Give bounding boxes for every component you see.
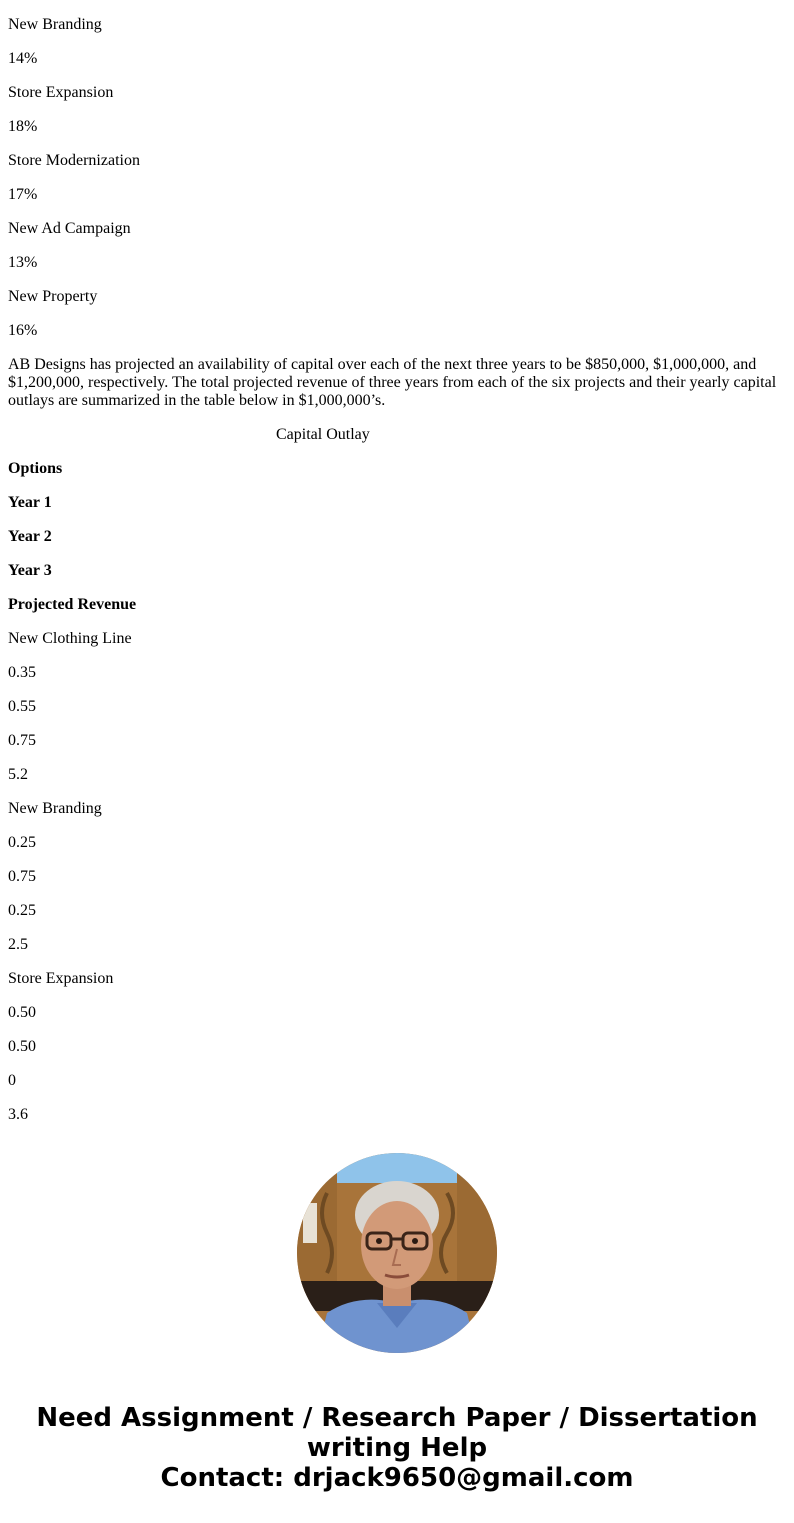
contact-line: Contact: drjack9650@gmail.com — [160, 1463, 634, 1493]
table-cell-year3: 0 — [8, 1072, 16, 1089]
description-paragraph: AB Designs has projected an availability of capital over each of the next three years to be $850,000, $1,000,000, and $1,200,000, respectively. The total projected revenue of three years from each of the six projects and their yearly capital outlays are summarized in the table below in $1,000,000’s. — [8, 356, 777, 409]
table-cell-revenue: 5.2 — [8, 766, 28, 783]
table-header: Projected Revenue — [8, 596, 137, 613]
table-header: Options — [8, 460, 63, 477]
option-name: New Property — [8, 288, 98, 305]
option-rate: 18% — [8, 118, 38, 135]
table-cell-year3: 0.25 — [8, 902, 36, 919]
table-cell-option: New Clothing Line — [8, 630, 132, 647]
table-cell-year2: 0.50 — [8, 1038, 36, 1055]
option-name: Store Modernization — [8, 152, 140, 169]
table-cell-option: Store Expansion — [8, 970, 114, 987]
option-rate: 16% — [8, 322, 38, 339]
promo-banner — [0, 1403, 794, 1493]
table-cell-year3: 0.75 — [8, 732, 36, 749]
table-cell-year1: 0.35 — [8, 664, 36, 681]
option-name: New Ad Campaign — [8, 220, 131, 237]
table-caption: Capital Outlay — [276, 426, 370, 443]
option-rate: 13% — [8, 254, 38, 271]
person-portrait-icon — [297, 1153, 497, 1353]
table-cell-year2: 0.55 — [8, 698, 36, 715]
table-cell-year2: 0.75 — [8, 868, 36, 885]
option-rate: 17% — [8, 186, 38, 203]
option-name: New Branding — [8, 16, 102, 33]
table-cell-option: New Branding — [8, 800, 102, 817]
table-cell-year1: 0.25 — [8, 834, 36, 851]
promo-line: Need Assignment / Research Paper / Dissertation — [36, 1403, 758, 1433]
option-rate: 14% — [8, 50, 38, 67]
author-avatar — [297, 1153, 497, 1353]
table-cell-revenue: 3.6 — [8, 1106, 28, 1123]
table-cell-year1: 0.50 — [8, 1004, 36, 1021]
table-header: Year 2 — [8, 528, 52, 545]
table-header: Year 3 — [8, 562, 52, 579]
table-cell-revenue: 2.5 — [8, 936, 28, 953]
promo-line: writing Help — [306, 1433, 488, 1463]
table-header: Year 1 — [8, 494, 52, 511]
option-name: Store Expansion — [8, 84, 114, 101]
